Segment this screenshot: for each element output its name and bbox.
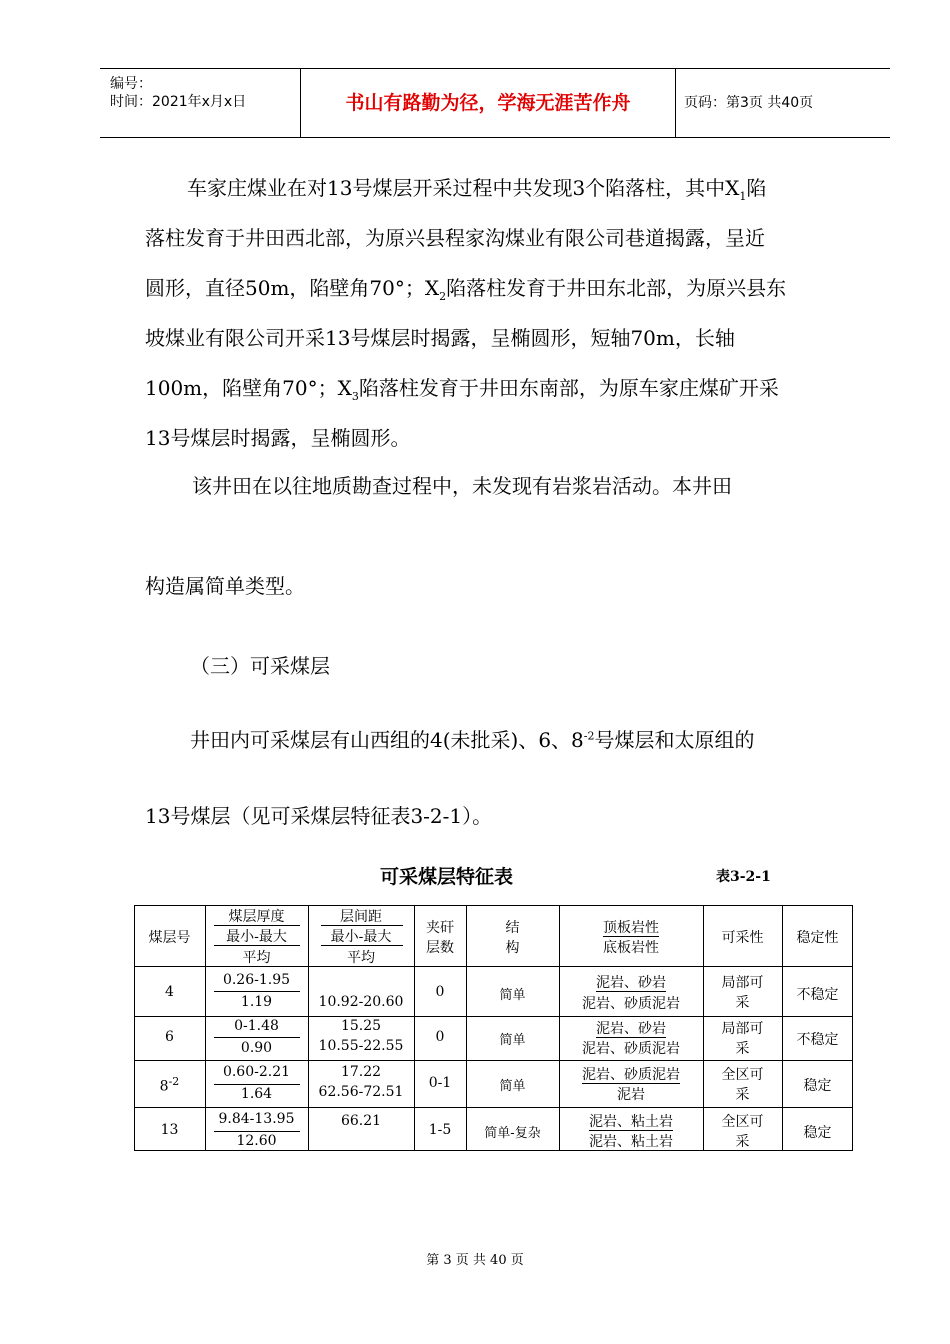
text-run: 号煤层和太原组的 (594, 728, 755, 752)
cell-mineability: 全区可 (721, 1114, 764, 1130)
column-subheader: 平均 (347, 950, 375, 966)
page-footer: 第 3 页 共 40 页 (426, 1253, 524, 1268)
seam-number: 4 (165, 984, 174, 1000)
cell-thickness-avg: 0.90 (240, 1040, 273, 1056)
cell-mineability: 采 (735, 1087, 750, 1103)
table-rule (134, 1016, 853, 1017)
fraction-rule (214, 1037, 300, 1038)
paragraph-line: 该井田在以往地质勘查过程中，未发现有岩浆岩活动。本井田 (192, 474, 732, 498)
cell-seam (134, 1029, 205, 1045)
column-header (559, 917, 703, 937)
seam-number: 6 (165, 1029, 174, 1045)
cell-mineability: 采 (735, 995, 750, 1011)
cell-stability: 稳定 (803, 1125, 832, 1141)
cell-roof (559, 1064, 703, 1084)
cell-stability: 稳定 (803, 1078, 832, 1094)
cell-seam (134, 984, 205, 1000)
cell-structure: 简单 (499, 1033, 526, 1048)
header-page-info: 页码：第3页 共40页 (684, 95, 814, 111)
text-run: 井田内可采煤层有山西组的4(未批采)、6、8 (190, 728, 584, 752)
cell-spacing: 10.92-20.60 (318, 994, 404, 1010)
column-header: 稳定性 (796, 930, 839, 946)
cell-roof (559, 972, 703, 992)
cell-floor: 泥岩 (617, 1087, 645, 1103)
cell-parting: 0 (435, 984, 445, 1000)
cell-mineability: 局部可 (721, 1021, 764, 1037)
roof-header: 顶板岩性 (603, 920, 659, 936)
paragraph-line: 13号煤层时揭露，呈椭圆形。 (145, 426, 411, 450)
superscript: -2 (583, 729, 595, 743)
roof-text: 泥岩、砂质泥岩 (582, 1067, 680, 1083)
cell-structure: 简单 (499, 1079, 526, 1094)
header-time-label: 时间：2021年x月x日 (110, 94, 247, 110)
column-header: 层数 (426, 940, 454, 956)
cell-parting: 1-5 (428, 1122, 452, 1138)
paragraph-line (145, 272, 786, 303)
text-run: 100m，陷壁角70°；X (145, 376, 352, 400)
paragraph-line: 落柱发育于井田西北部，为原兴县程家沟煤业有限公司巷道揭露，呈近 (145, 226, 765, 250)
header-motto: 书山有路勤为径，学海无涯苦作舟 (345, 92, 631, 114)
cell-floor: 泥岩、砂质泥岩 (582, 996, 680, 1012)
table-caption: 可采煤层特征表 (380, 866, 514, 888)
cell-thickness-range: 0-1.48 (234, 1018, 279, 1034)
cell-mineability: 采 (735, 1134, 750, 1150)
cell-thickness-range: 0.60-2.21 (222, 1064, 291, 1080)
table-number: 表3-2-1 (716, 869, 771, 885)
text-run: 陷落柱发育于井田东北部，为原兴县东 (446, 276, 787, 300)
roof-text: 泥岩、粘土岩 (589, 1114, 673, 1130)
cell-floor: 泥岩、粘土岩 (589, 1134, 673, 1150)
roof-text: 泥岩、砂岩 (596, 975, 666, 991)
cell-stability: 不稳定 (796, 987, 839, 1003)
cell-structure: 简单 (499, 988, 526, 1003)
column-header: 构 (505, 940, 520, 956)
cell-thickness-range: 0.26-1.95 (222, 972, 291, 988)
seam-superscript: -2 (168, 1075, 180, 1088)
subscript: 2 (439, 290, 447, 303)
column-header: 可采性 (721, 930, 764, 946)
cell-mineability: 采 (735, 1041, 750, 1057)
paragraph-line: 构造属简单类型。 (145, 574, 305, 598)
subscript: 3 (351, 390, 359, 403)
cell-spacing: 17.22 (340, 1064, 382, 1080)
subscript: 1 (739, 190, 747, 203)
cell-structure: 简单-复杂 (484, 1126, 541, 1141)
cell-spacing: 62.56-72.51 (318, 1084, 404, 1100)
table-rule (134, 1060, 853, 1061)
column-subheader: 最小-最大 (226, 929, 287, 945)
header-divider (675, 69, 676, 137)
paragraph-line (190, 724, 755, 753)
cell-thickness-range: 9.84-13.95 (218, 1111, 295, 1127)
fraction-rule (214, 991, 300, 992)
text-run: 车家庄煤业在对13号煤层开采过程中共发现3个陷落柱，其中X (187, 176, 740, 200)
header-number-label: 编号： (110, 76, 152, 92)
table-rule (134, 1107, 853, 1108)
column-subheader: 平均 (242, 950, 271, 966)
text-run: 陷 (746, 176, 767, 200)
column-header: 夹矸 (426, 920, 454, 936)
header-meta (100, 69, 300, 137)
section-title: （三）可采煤层 (190, 654, 330, 678)
column-header: 层间距 (340, 909, 382, 925)
seam-characteristics-table (134, 905, 853, 1151)
cell-mineability: 全区可 (721, 1067, 764, 1083)
column-subheader: 最小-最大 (330, 929, 392, 945)
text-run: 圆形，直径50m，陷壁角70°；X (145, 276, 440, 300)
cell-roof (559, 1111, 703, 1131)
paragraph-line (145, 372, 779, 403)
cell-spacing: 10.55-22.55 (318, 1038, 404, 1054)
cell-spacing: 66.21 (340, 1113, 382, 1129)
cell-thickness-avg: 12.60 (236, 1133, 277, 1149)
cell-stability: 不稳定 (796, 1032, 839, 1048)
paragraph-line: 13号煤层（见可采煤层特征表3-2-1）。 (145, 804, 493, 828)
cell-thickness-avg: 1.19 (240, 994, 273, 1010)
cell-roof (559, 1018, 703, 1038)
column-header: 煤层号 (148, 930, 191, 946)
cell-parting: 0 (435, 1029, 445, 1045)
cell-seam (134, 1075, 205, 1095)
cell-spacing: 15.25 (340, 1018, 382, 1034)
cell-thickness-avg: 1.64 (240, 1086, 273, 1102)
column-header: 底板岩性 (603, 940, 659, 956)
fraction-rule (214, 1084, 300, 1085)
roof-text: 泥岩、砂岩 (596, 1021, 666, 1037)
text-run: 陷落柱发育于井田东南部，为原车家庄煤矿开采 (358, 376, 779, 400)
page-header (100, 68, 890, 138)
cell-floor: 泥岩、砂质泥岩 (582, 1041, 680, 1057)
cell-parting: 0-1 (428, 1075, 452, 1091)
cell-seam (134, 1122, 205, 1138)
seam-number: 13 (160, 1122, 179, 1138)
paragraph-line: 坡煤业有限公司开采13号煤层时揭露，呈椭圆形，短轴70m，长轴 (145, 326, 735, 350)
cell-mineability: 局部可 (721, 975, 764, 991)
paragraph-line (187, 172, 766, 203)
column-header: 煤层厚度 (228, 909, 285, 925)
seam-number: 8 (159, 1078, 169, 1095)
fraction-rule (214, 1131, 300, 1132)
column-header: 结 (505, 920, 520, 936)
